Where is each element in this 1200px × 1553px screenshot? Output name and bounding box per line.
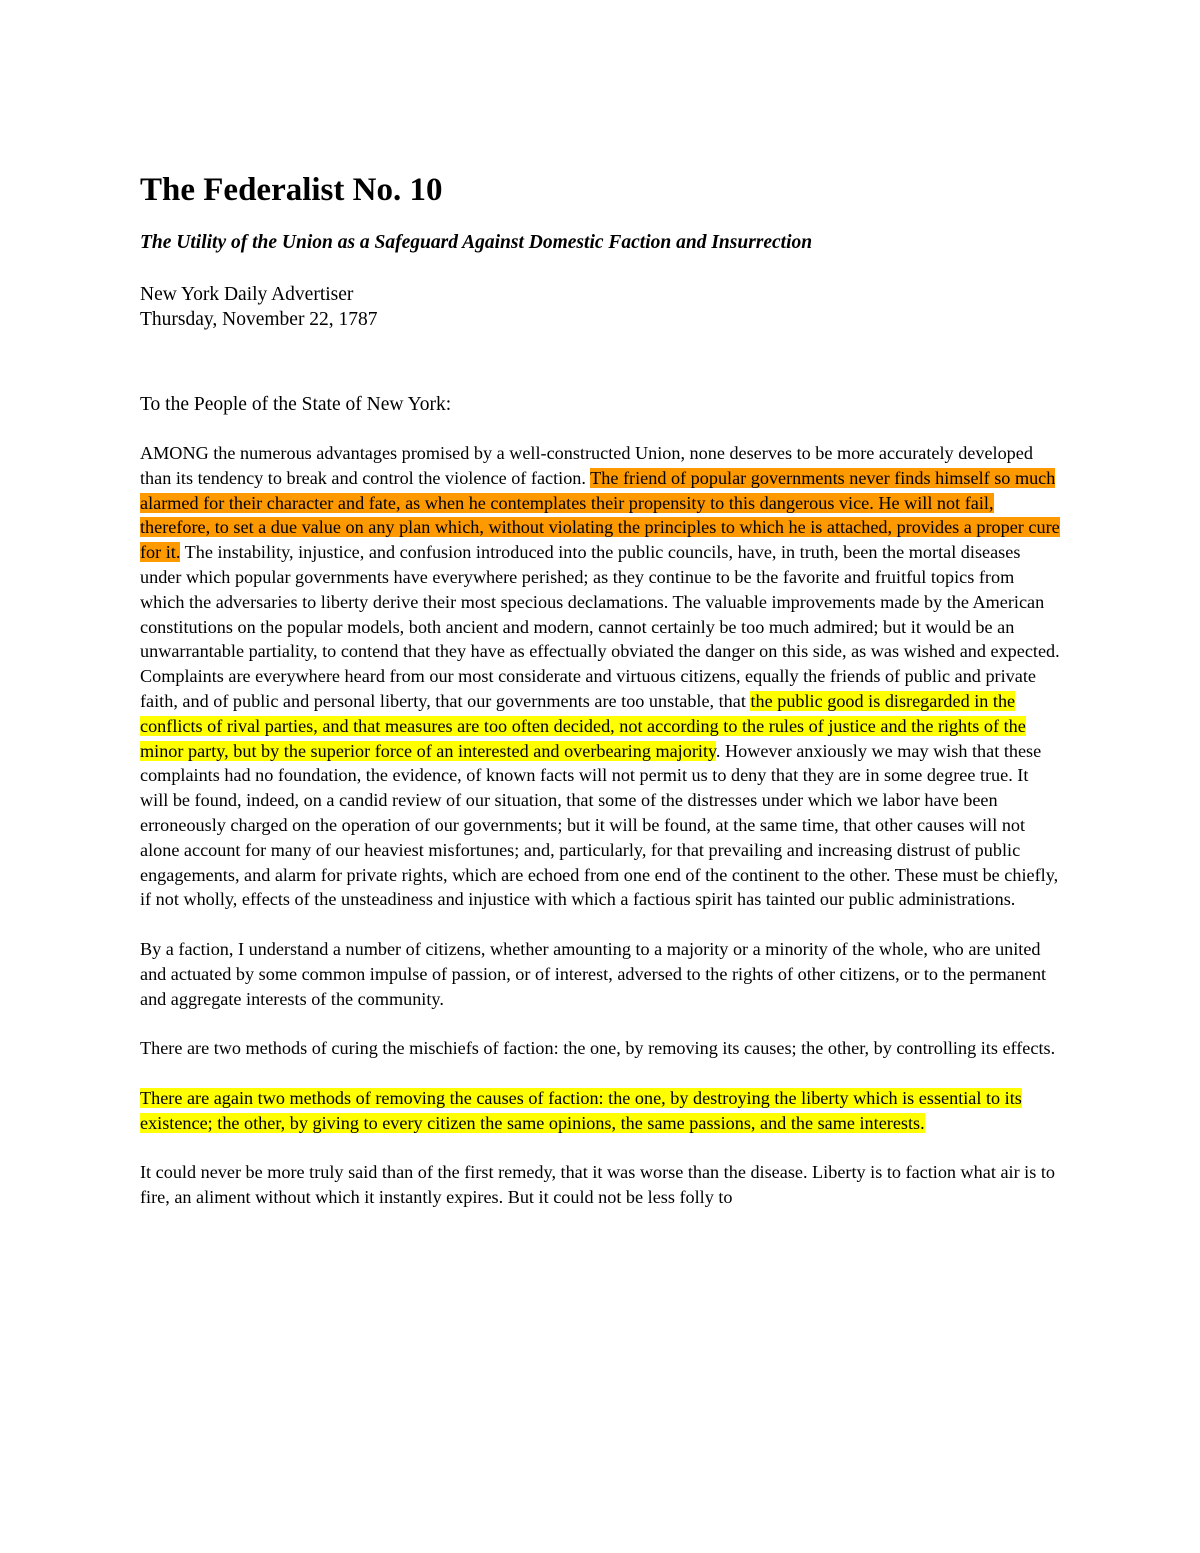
publication-name: New York Daily Advertiser [140, 284, 354, 305]
paragraph-1-text-a: AMONG the numerous advantages promised by a well-constructed Union, none deserves to be more accurately developed than its tendency to break and control the violence of faction. [140, 443, 1033, 488]
document-subtitle: The Utility of the Union as a Safeguard Against Domestic Faction and Insurrection [140, 232, 813, 253]
paragraph-5: It could never be more truly said than of the first remedy, that it was worse than the disease. Liberty is to faction what air is to fire, an aliment without which it instantly expires. But it could not be less folly to [140, 1162, 1056, 1207]
paragraph-4 [140, 1086, 1060, 1136]
paragraph-3: There are two methods of curing the mischiefs of faction: the one, by removing its causes; the other, by controlling its effects. [140, 1038, 1056, 1059]
document-title: The Federalist No. 10 [140, 172, 443, 208]
paragraph-2: By a faction, I understand a number of citizens, whether amounting to a majority or a minority of the whole, who are united and actuated by some common impulse of passion, or of interest, adversed to the rights of other citizens, or to the permanent and aggregate interests of the community. [140, 938, 1047, 1009]
paragraph-1-text-e: . However anxiously we may wish that these complaints had no foundation, the evidence, of known facts will not permit us to deny that they are in some degree true. It will be found, indeed, on a candid review of our situation, that some of the distresses under which we labor have been erroneously charged on the operation of our governments; but it will be found, at the same time, that other causes will not alone account for many of our heaviest misfortunes; and, particularly, for that prevailing and increasing distrust of public engagements, and alarm for private rights, which are echoed from one end of the continent to the other. These must be chiefly, if not wholly, effects of the unsteadiness and injustice with which a factious spirit has tainted our public administrations. [140, 740, 1059, 910]
paragraph-1-text-c: The instability, injustice, and confusion introduced into the public councils, have, in truth, been the mortal diseases under which popular governments have everywhere perished; as they continue to be the favorite and fruitful topics from which the adversaries to liberty derive their most specious declamations. The valuable improvements made by the American constitutions on the popular models, both ancient and modern, cannot certainly be too much admired; but it would be an unwarrantable partiality, to contend that they have as effectually obviated the danger on this side, as was wished and expected. Complaints are everywhere heard from our most considerate and virtuous citizens, equally the friends of public and private faith, and of public and personal liberty, that our governments are too unstable, that [140, 542, 1060, 711]
highlight-yellow: the public good is disregarded in the conflicts of rival parties, and that measures are too often decided, not according to the rules of justice and the rights of the minor party, but by the superior force of an interested and overbearing majority [140, 690, 1026, 761]
highlight-orange: The friend of popular governments never finds himself so much alarmed for their character and fate, as when he contemplates their propensity to this dangerous vice. He will not fail, therefore, to set a due value on any plan which, without violating the principles to which he is attached, provides a proper cure for it. [140, 467, 1060, 563]
paragraph-1 [140, 441, 1060, 912]
publication-date: Thursday, November 22, 1787 [140, 309, 378, 330]
salutation: To the People of the State of New York: [140, 394, 452, 415]
highlight-yellow: There are again two methods of removing the causes of faction: the one, by destroying the liberty which is essential to its existence; the other, by giving to every citizen the same opinions, the same passions, and the same interests. [140, 1087, 1022, 1133]
document-body [140, 168, 1060, 1235]
publication-info [140, 282, 1060, 332]
